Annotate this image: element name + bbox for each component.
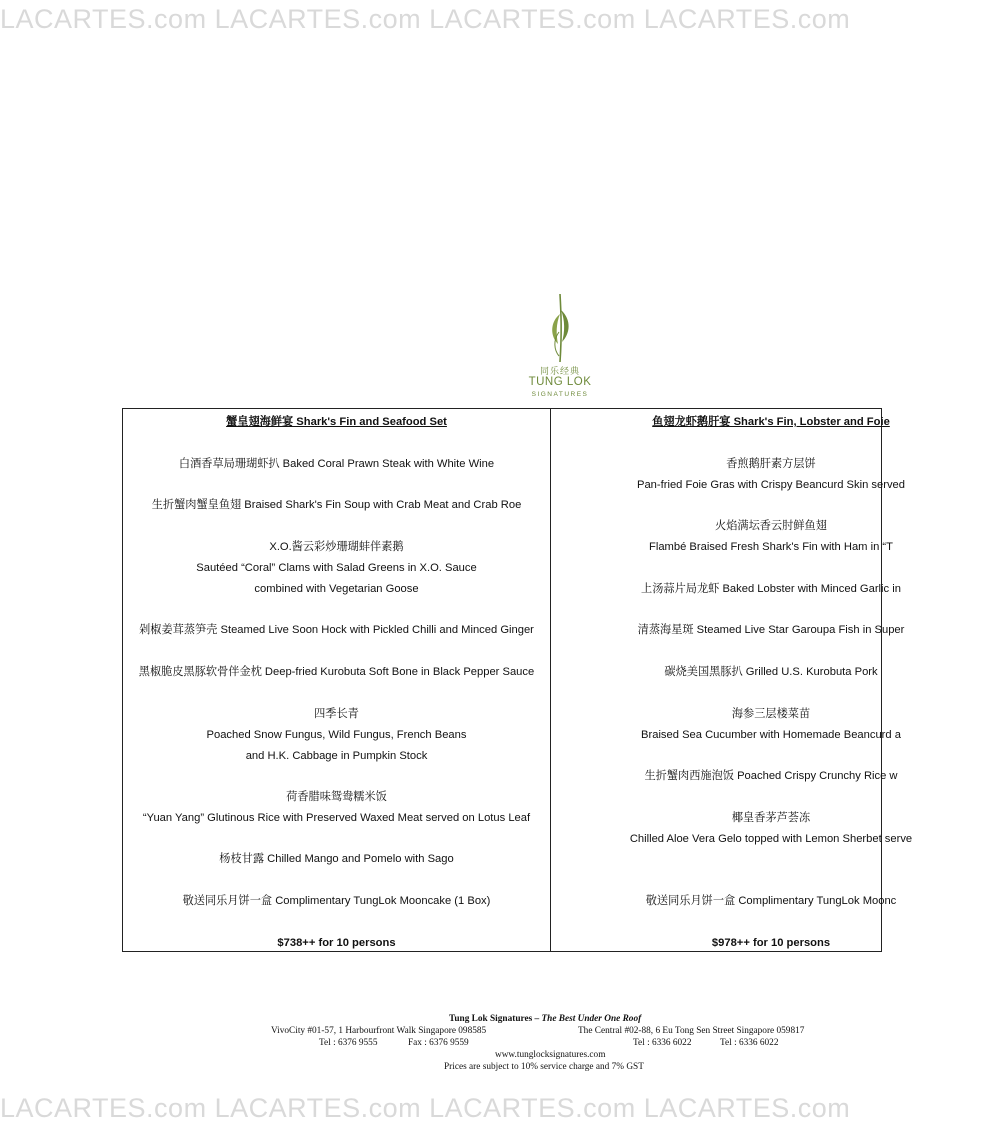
footer-tel-right: Tel : 6336 6022: [633, 1038, 692, 1048]
footer-tel-right-2: Tel : 6336 6022: [720, 1038, 779, 1048]
right-set-column: [551, 409, 913, 951]
left-dish: 黑椒脆皮黑豚软骨伴金枕 Deep-fried Kurobuta Soft Bone in Black Pepper Sauce: [138, 666, 535, 678]
footer-tel-left: Tel : 6376 9555: [319, 1038, 378, 1048]
left-dish: 生折蟹肉蟹皇鱼翅 Braised Shark's Fin Soup with Crab Meat and Crab Roe: [151, 499, 522, 511]
footer-brand-line: [449, 1013, 641, 1025]
left-dish: Sautéed “Coral” Clams with Salad Greens in X.O. Sauce: [196, 562, 477, 574]
right-dish: 上汤蒜片局龙虾 Baked Lobster with Minced Garlic in: [641, 583, 901, 595]
right-dish: Flambé Braised Fresh Shark's Fin with Ham in “T: [649, 541, 893, 553]
right-dish: 火焰满坛香云肘鲜鱼翅: [715, 520, 827, 532]
tung-lok-logo: [520, 292, 600, 410]
right-dish: 椰皇香茅芦荟冻: [731, 812, 811, 824]
logo-subtitle: SIGNATURES: [531, 391, 589, 398]
right-dish: 清蒸海星斑 Steamed Live Star Garoupa Fish in Super: [637, 624, 905, 636]
left-dish: 杨枝甘露 Chilled Mango and Pomelo with Sago: [219, 853, 454, 865]
footer-tagline: The Best Under One Roof: [541, 1014, 642, 1024]
left-dish: 敬送同乐月饼一盒 Complimentary TungLok Mooncake (1 Box): [182, 895, 491, 907]
left-dish: 荷香腊味鸳鸯糯米饭: [286, 791, 387, 803]
right-dish: 敬送同乐月饼一盒 Complimentary TungLok Moonc: [645, 895, 897, 907]
left-dish: Poached Snow Fungus, Wild Fungus, French Beans: [206, 729, 467, 741]
bamboo-leaf-icon: [520, 292, 600, 364]
watermark-top: LACARTES.com LACARTES.com LACARTES.com LACARTES.com: [0, 4, 851, 34]
right-dish: Pan-fried Foie Gras with Crispy Beancurd Skin served: [637, 479, 905, 491]
menu-table: [122, 408, 913, 952]
left-dish: X.O.酱云彩炒珊瑚蚌伴素鹅: [269, 541, 404, 553]
right-dish: 生折蟹肉西施泡饭 Poached Crispy Crunchy Rice w: [644, 770, 898, 782]
watermark-bottom: LACARTES.com LACARTES.com LACARTES.com LACARTES.com: [0, 1093, 851, 1123]
left-set-title: 蟹皇翅海鲜宴 Shark's Fin and Seafood Set: [226, 416, 447, 428]
right-dish: Braised Sea Cucumber with Homemade Beancurd a: [641, 729, 901, 741]
left-dish: “Yuan Yang” Glutinous Rice with Preserved Waxed Meat served on Lotus Leaf: [142, 812, 531, 824]
left-set-price: $738++ for 10 persons: [277, 937, 396, 949]
right-dish: 海参三层楼菜苗: [731, 708, 811, 720]
left-dish: 白酒香草局珊瑚虾扒 Baked Coral Prawn Steak with White Wine: [178, 458, 495, 470]
footer-website[interactable]: www.tunglocksignatures.com: [495, 1050, 606, 1060]
footer-brand: Tung Lok Signatures –: [449, 1014, 540, 1024]
left-dish: and H.K. Cabbage in Pumpkin Stock: [245, 750, 428, 762]
logo-name: TUNG LOK: [528, 376, 592, 388]
logo-chinese: 同乐经典: [539, 367, 580, 377]
right-dish: Chilled Aloe Vera Gelo topped with Lemon Sherbet serve: [629, 833, 913, 845]
footer-address-right: The Central #02-88, 6 Eu Tong Sen Street Singapore 059817: [578, 1026, 805, 1036]
footer-address-left: VivoCity #01-57, 1 Harbourfront Walk Singapore 098585: [271, 1026, 487, 1036]
footer-price-note: Prices are subject to 10% service charge and 7% GST: [444, 1062, 644, 1072]
left-set-column: [123, 409, 550, 951]
left-dish: 四季长青: [314, 708, 359, 720]
right-set-price: $978++ for 10 persons: [711, 937, 831, 949]
left-dish: combined with Vegetarian Goose: [254, 583, 419, 595]
right-set-title: 鱼翅龙虾鹅肝宴 Shark's Fin, Lobster and Foie: [652, 416, 890, 428]
footer-fax-left: Fax : 6376 9559: [408, 1038, 469, 1048]
left-dish: 剁椒姜茸蒸笋壳 Steamed Live Soon Hock with Pickled Chilli and Minced Ginger: [139, 624, 534, 636]
right-dish: 碳烧美国黑豚扒 Grilled U.S. Kurobuta Pork: [664, 666, 878, 678]
right-dish: 香煎鹅肝素方层饼: [726, 458, 816, 470]
